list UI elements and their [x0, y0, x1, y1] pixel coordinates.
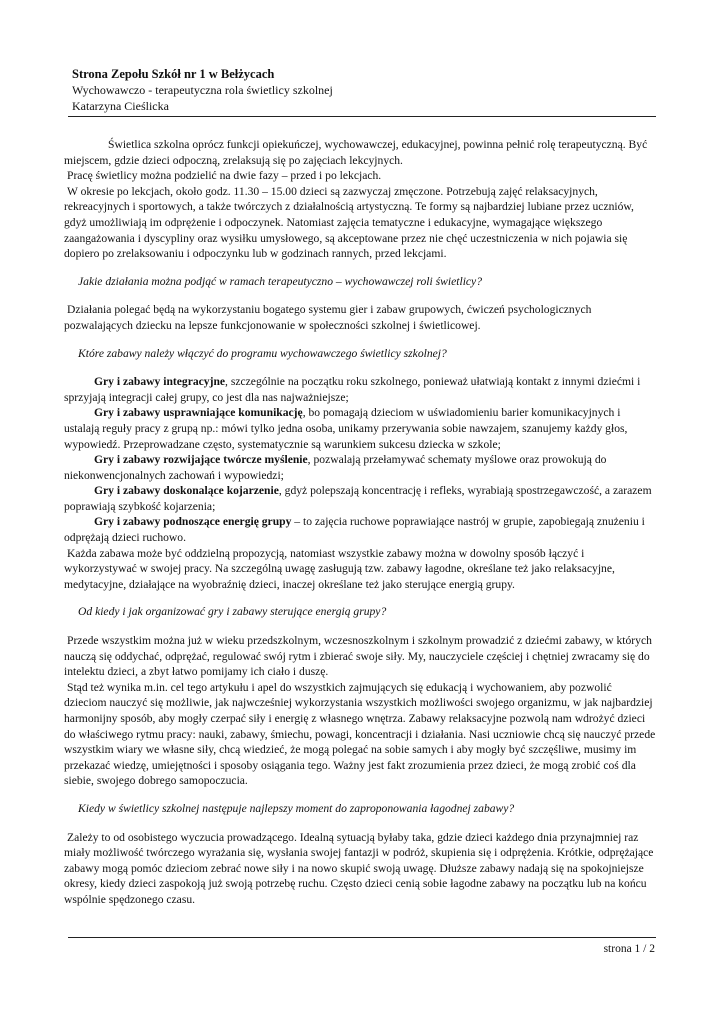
footer-divider: [68, 937, 656, 938]
article-body: [64, 137, 656, 908]
paragraph-phases: Pracę świetlicy można podzielić na dwie fazy – przed i po lekcjach.: [67, 169, 382, 183]
paragraph-preschool: Przede wszystkim można już w wieku przedszkolnym, wczesnoszkolnym i szkolnym prowadzić z dziećmi zabawy, w których nauczą się oddychać, odprężać, regulować swój rytm i zbierać swoje siły. My, nauczyciele częściej i chętniej zwracamy się do intelektu dzieci, a zbyt łatwo pomijamy ich ciało i duszę.: [64, 634, 652, 679]
article-title: Wychowawczo - terapeutyczna rola świetlicy szkolnej: [72, 83, 333, 97]
paragraph-gentle-games: Każda zabawa może być oddzielną propozycją, natomiast wszystkie zabawy można w dowolny sposób łączyć i wykorzystywać w swojej pracy. Na szczególną uwagę zasługują tzw. zabawy łagodne, określane też jako relaksacyjne, medytacyjne, działające na wyobraźnię dzieci, inaczej określane też jako sterujące energią grupy.: [64, 546, 615, 591]
paragraph-timing: Zależy to od osobistego wyczucia prowadzącego. Idealną sytuacją byłaby taka, gdzie dzieci każdego dnia przynajmniej raz miały możliwość twórczego wyrażania się, wysłania swojej fantazji w podróż, skupienia się i odprężenia. Krótkie, odprężające zabawy mogą pomóc dzieciom zebrać nowe siły i na nowo skupić swoją uwagę. Dłuższe zabawy nadają się na spokojniejsze okresy, kiedy dzieci zaspokoją już swoją potrzebę ruchu. Często dzieci cenią sobie łagodne zabawy na początku lub na końcu wspólnie spędzonego czasu.: [64, 830, 654, 906]
paragraph-intro: Świetlica szkolna oprócz funkcji opiekuńczej, wychowawczej, edukacyjnej, powinna pełnić rolę terapeutyczną. Być miejscem, gdzie dzieci odpoczną, zrelaksują się po zajęciach lekcyjnych.: [64, 138, 648, 167]
paragraph-appeal: Stąd też wynika m.in. cel tego artykułu i apel do wszystkich zajmujących się edukacją i wychowaniem, aby pozwolić dzieciom nauczyć się możliwie, jak najwcześniej wykorzystania wszystkich możliwości swojego organizmu, w jak najbardziej harmonijny sposób, aby mogły czerpać siły i energię z własnego wnętrza. Zabawy relaksacyjne pozwolą nam wdrożyć dzieci do właściwego rytmu pracy: nauki, zabawy, śmiechu, powagi, koncentracji i działania. Nasi uczniowie chcą się nauczyć przede wszystkim wiary we własne siły, chcą wiedzieć, że mogą polegać na sobie samych i aby mogły być szczęśliwe, musimy im przekazać wiedzę, umiejętności i sposoby osiągania tego. Ważny jest fakt zrozumienia przez dzieci, że mogą zrobić coś dla siebie, swojego dobrego samopoczucia.: [64, 680, 656, 788]
question-heading-4: Kiedy w świetlicy szkolnej następuje najlepszy moment do zaproponowania łagodnej zabawy?: [78, 801, 515, 815]
game-item-title: Gry i zabawy usprawniające komunikację: [94, 406, 303, 420]
game-item-title: Gry i zabawy doskonalące kojarzenie: [94, 484, 279, 498]
game-item-communication: [64, 405, 656, 452]
game-item-association: [64, 483, 656, 514]
game-item-text: , gdyż polepszają koncentrację i refleks, wyrabiają spostrzegawczość, a zarazem poprawiają szybkość kojarzenia;: [64, 484, 652, 513]
site-title: Strona Zepołu Szkół nr 1 w Bełżycach: [72, 67, 275, 81]
question-heading-2: Które zabawy należy włączyć do programu wychowawczego świetlicy szkolnej?: [78, 346, 447, 360]
paragraph-afternoon: W okresie po lekcjach, około godz. 11.30 – 15.00 dzieci są zazwyczaj zmęczone. Potrzebują zajęć relaksacyjnych, rekreacyjnych i sportowych, a także twórczych z działalnością artystyczną. Te formy są najbardziej lubiane przez uczniów, gdyż umożliwiają im odprężenie i odpoczynek. Natomiast zajęcia tematyczne i edukacyjne, wymagające większego zaangażowania i dyscypliny oraz wysiłku umysłowego, są akceptowane przez nie chęć uczestniczenia w nich pojawia się dopiero po zrelaksowaniu i odpoczynku lub w godzinach rannych, przed lekcjami.: [64, 184, 634, 261]
game-item-text: , szczególnie na początku roku szkolnego, ponieważ ułatwiają kontakt z innymi dziećmi i sprzyjają integracji całej grupy, co jest dla nas najważniejsze;: [64, 375, 641, 404]
game-item-text: – to zajęcia ruchowe poprawiające nastrój w grupie, zapobiegają znużeniu i odprężają dzieci ruchowo.: [64, 515, 645, 545]
author-name: Katarzyna Cieślicka: [72, 99, 169, 113]
game-item-text: , bo pomagają dzieciom w uświadomieniu barier komunikacyjnych i ustalają reguły pracy z grupą np.: mówi tylko jedna osoba, unikamy przerywania sobie nawzajem, szanujemy każdy głos, wypowiedź. Przeprowadzane często, systematycznie są warunkiem sukcesu dziecka w szkole;: [64, 406, 628, 451]
game-item-title: Gry i zabawy rozwijające twórcze myślenie: [94, 453, 308, 467]
document-header: [72, 67, 656, 114]
game-item-energy: [64, 514, 656, 545]
question-heading-3: Od kiedy i jak organizować gry i zabawy sterujące energią grupy?: [78, 605, 387, 619]
paragraph-activities: Działania polegać będą na wykorzystaniu bogatego systemu gier i zabaw grupowych, ćwiczeń psychologicznych pozwalających dziecku na lepsze funkcjonowanie w społeczności szkolnej i świetlicowej.: [64, 303, 592, 332]
game-item-title: Gry i zabawy podnoszące energię grupy: [94, 515, 292, 529]
game-item-creative-thinking: [64, 452, 656, 483]
question-heading-1: Jakie działania można podjąć w ramach terapeutyczno – wychowawczej roli świetlicy?: [78, 274, 483, 288]
page-number: strona 1 / 2: [603, 943, 655, 955]
game-item-text: , pozwalają przełamywać schematy myślowe oraz prowokują do niekonwencjonalnych zachowań i wypowiedzi;: [64, 453, 607, 482]
header-divider: [68, 116, 656, 117]
game-item-title: Gry i zabawy integracyjne: [94, 375, 226, 389]
game-item-integration: [64, 374, 656, 405]
